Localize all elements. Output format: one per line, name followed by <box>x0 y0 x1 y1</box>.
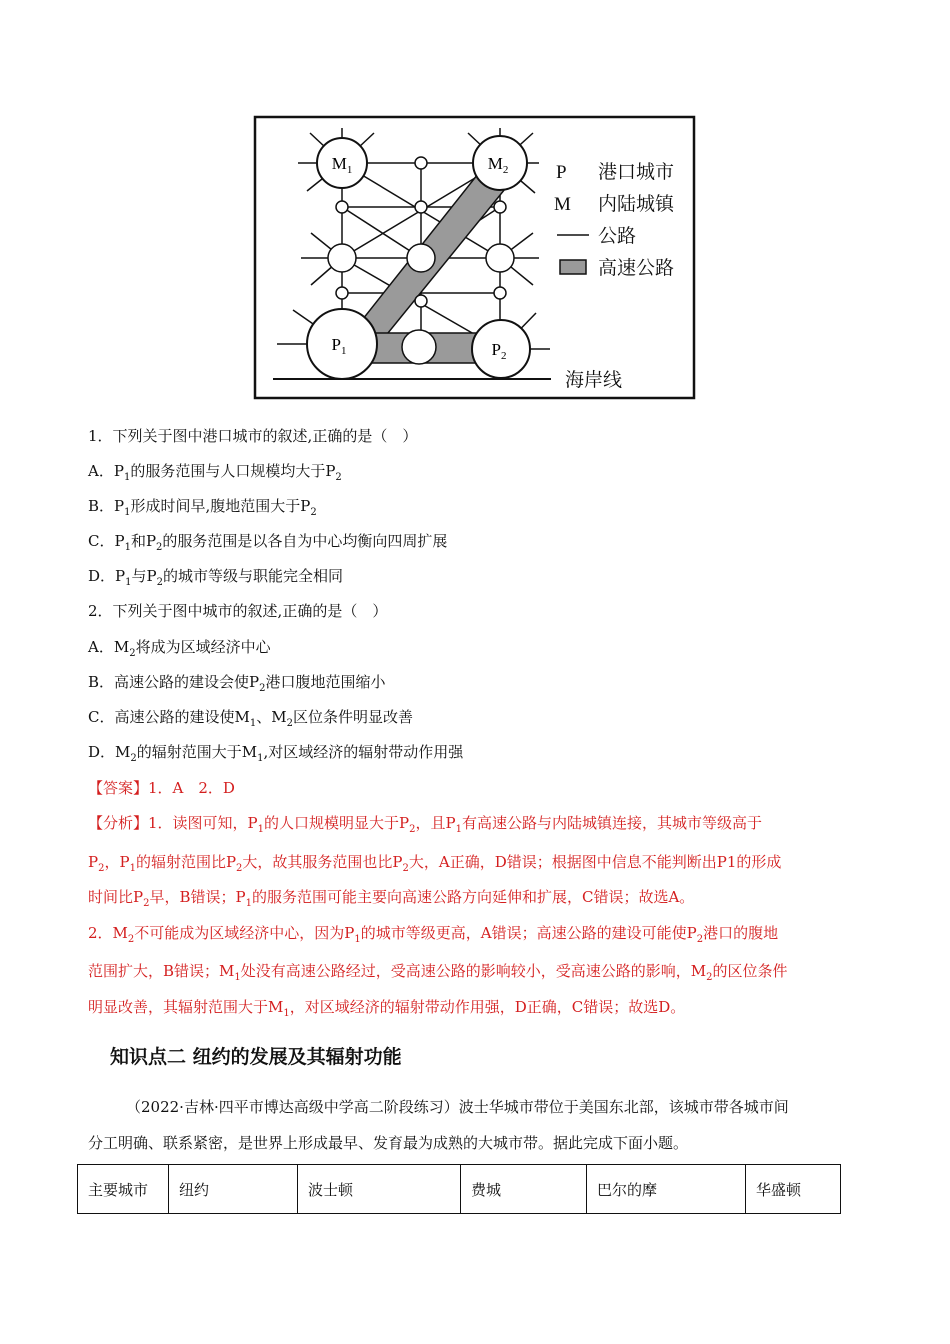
cities-table <box>77 1164 841 1214</box>
svg-text:公路: 公路 <box>598 225 637 247</box>
table-cell: 费城 <box>461 1165 587 1214</box>
question-2-stem: 2．下列关于图中城市的叙述,正确的是（ ） <box>88 602 388 620</box>
analysis-line-6: 明显改善，其辐射范围大于$M_1$，对区域经济的辐射带动作用强，D正确，C错误；故选D。 <box>88 998 686 1019</box>
svg-text:M: M <box>554 194 571 215</box>
table-header-cell: 主要城市 <box>78 1165 169 1214</box>
svg-text:P1: $P_1$ <box>331 335 347 357</box>
svg-text:M2: $M_2$ <box>487 154 509 176</box>
table-cell: 巴尔的摩 <box>587 1165 746 1214</box>
answer <box>88 777 235 798</box>
question-2-option-d[interactable]: D．$M_2$的辐射范围大于$M_1$,对区域经济的辐射带动作用强 <box>88 743 464 764</box>
analysis-line-1: 【分析】1．读图可知，$P_1$的人口规模明显大于$P_2$，且$P_1$有高速公路与内陆城镇连接，其城市等级高于 <box>88 814 762 835</box>
question-2-option-b[interactable]: B．高速公路的建设会使$P_2$港口腹地范围缩小 <box>88 673 386 694</box>
question-2-option-c[interactable]: C．高速公路的建设使$M_1$、$M_2$区位条件明显改善 <box>88 708 413 729</box>
svg-text:P2: $P_2$ <box>491 340 507 362</box>
question-2-option-a[interactable]: A．$M_2$将成为区域经济中心 <box>88 638 271 659</box>
analysis-line-4: 2．$M_2$不可能成为区域经济中心，因为$P_1$的城市等级更高，A错误；高速公路的建设可能使$P_2$港口的腹地 <box>88 924 779 945</box>
intro-line-1: （2022·吉林·四平市博达高级中学高二阶段练习）波士华城市带位于美国东北部，该城市带各城市间 <box>126 1098 789 1116</box>
table-cell: 华盛顿 <box>746 1165 841 1214</box>
question-1-option-c[interactable]: C．$P_1$和$P_2$的服务范围是以各自为中心均衡向四周扩展 <box>88 532 448 553</box>
question-1-stem: 1．下列关于图中港口城市的叙述,正确的是（ ） <box>88 427 418 445</box>
svg-text:P: P <box>556 162 567 183</box>
question-1-option-b[interactable]: B．$P_1$形成时间早,腹地范围大于$P_2$ <box>88 497 317 518</box>
city-m1 <box>317 138 367 188</box>
answer-text: 1．A 2．D <box>148 779 235 797</box>
svg-text:高速公路: 高速公路 <box>598 257 675 279</box>
svg-text:M1: $M_1$ <box>331 154 353 176</box>
question-1-option-d[interactable]: D．$P_1$与$P_2$的城市等级与职能完全相同 <box>88 567 343 588</box>
analysis-line-3: 时间比$P_2$早，B错误；$P_1$的服务范围可能主要向高速公路方向延伸和扩展，C错误；故选A。 <box>88 888 695 909</box>
city-p1 <box>307 309 377 379</box>
city-network-diagram <box>253 115 697 401</box>
coastline-label: 海岸线 <box>565 369 623 391</box>
table-row <box>78 1165 841 1214</box>
svg-text:港口城市: 港口城市 <box>598 161 675 183</box>
analysis-line-2: $P_2$，$P_1$的辐射范围比$P_2$大，故其服务范围也比$P_2$大，A正确，D错误；根据图中信息不能判断出P1的形成 <box>88 853 782 874</box>
svg-text:内陆城镇: 内陆城镇 <box>598 193 675 215</box>
answer-label: 【答案】 <box>88 779 149 797</box>
analysis-line-5: 范围扩大，B错误；$M_1$处没有高速公路经过，受高速公路的影响较小，受高速公路的影响，$M_2$的区位条件 <box>88 962 788 983</box>
question-1-option-a[interactable]: A．$P_1$的服务范围与人口规模均大于$P_2$ <box>88 462 342 483</box>
city-m2 <box>473 136 527 190</box>
table-cell: 波士顿 <box>298 1165 461 1214</box>
intro-line-2: 分工明确、联系紧密，是世界上形成最早、发育最为成熟的大城市带。据此完成下面小题。 <box>88 1134 689 1152</box>
table-cell: 纽约 <box>169 1165 298 1214</box>
section-title: 知识点二 纽约的发展及其辐射功能 <box>110 1046 402 1068</box>
city-p2 <box>472 320 530 378</box>
